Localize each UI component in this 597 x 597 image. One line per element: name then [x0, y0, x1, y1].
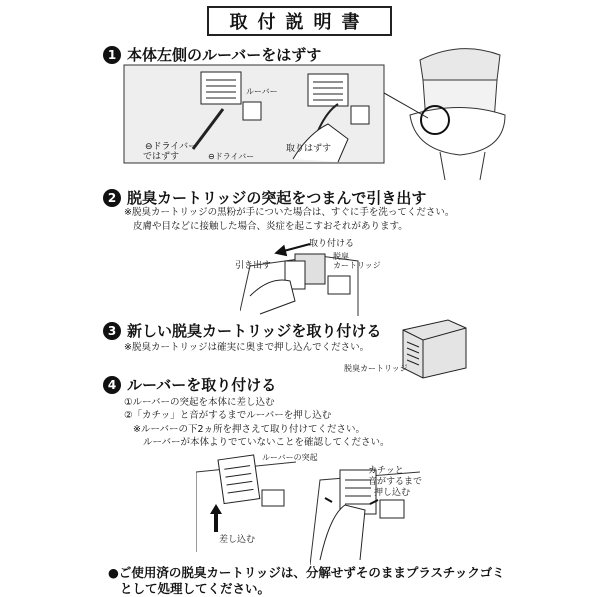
step-3-number: 3 [103, 322, 121, 340]
step-2-heading [103, 187, 426, 208]
step-3-title: 新しい脱臭カートリッジを取り付ける [127, 322, 382, 340]
click-label-3: 押し込む [374, 488, 411, 498]
step-2-note-1: ※脱臭カートリッジの黒粉が手についた場合は、すぐに手を洗ってください。 [124, 207, 455, 218]
insert-label: 差し込む [219, 535, 256, 545]
cartridge-illustration [398, 318, 468, 380]
step-1-title: 本体左側のルーバーをはずす [127, 46, 322, 64]
remove-label: 取りはずす [286, 144, 332, 154]
step-3-heading [103, 320, 381, 341]
footer-line-2: として処理してください。 [120, 581, 271, 596]
pull-out-label: 引き出す [235, 261, 272, 271]
step-4-note-4: ルーバーが本体よりでていないことを確認してください。 [143, 437, 390, 448]
page-title: 取付説明書 [207, 6, 392, 36]
step-2-note-2: 皮膚や目などに接触した場合、炎症を起こすおそれがあります。 [133, 221, 408, 232]
louver-label: ルーバー [246, 87, 278, 96]
step-3-note-1: ※脱臭カートリッジは確実に奥まで押し込んでください。 [124, 342, 370, 353]
deodor-cartridge-label: 脱臭カートリッジ [344, 364, 408, 373]
cartridge-label-1: 脱臭 [333, 252, 349, 261]
click-label-1: カチッと [368, 466, 404, 476]
step-4-number: 4 [103, 376, 121, 394]
attach-label: 取り付ける [309, 239, 355, 249]
step-1-heading [103, 44, 321, 65]
click-label-2: 音がするまで [368, 477, 423, 487]
step-4-note-3: ※ルーバーの下2ヵ所を押さえて取り付けてください。 [133, 424, 366, 435]
footer-line-1: ●ご使用済の脱臭カートリッジは、分解せずそのままプラスチックゴミ [108, 565, 505, 580]
step-4-heading [103, 374, 276, 395]
driver-remove-label-1: ⊖ドライバー [145, 142, 198, 152]
step-4-note-2: ②「カチッ」と音がするまでルーバーを押し込む [124, 410, 332, 421]
step-1-number: 1 [103, 46, 121, 64]
driver-remove-label-2: ではずす [143, 152, 180, 162]
driver-label: ⊖ドライバー [208, 152, 255, 161]
cartridge-label-2: カートリッジ [333, 261, 381, 270]
step-4-note-1: ①ルーバーの突起を本体に差し込む [124, 397, 275, 408]
step-4-title: ルーバーを取り付ける [127, 376, 277, 394]
step-2-number: 2 [103, 189, 121, 207]
step-2-title: 脱臭カートリッジの突起をつまんで引き出す [127, 189, 427, 207]
louver-protrusion-label: ルーバーの突起 [262, 453, 318, 462]
